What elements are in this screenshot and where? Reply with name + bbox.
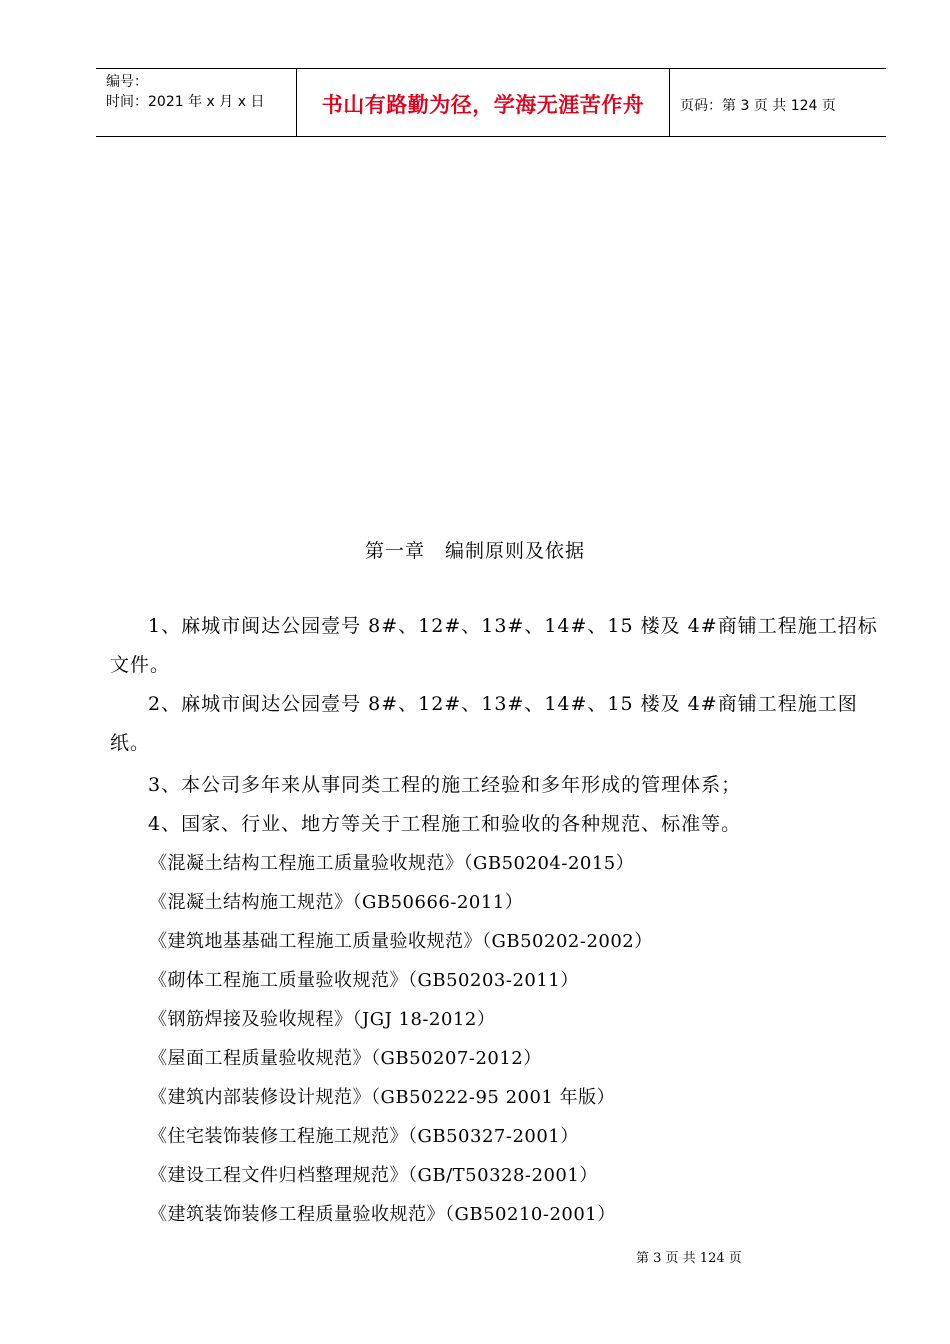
- chapter-title: 第一章 编制原则及依据: [364, 540, 585, 562]
- paragraph-1: 1、麻城市闽达公园壹号 8#、12#、13#、14#、15 楼及 4#商铺工程施工招标文件。: [110, 615, 878, 676]
- standard-item: 《建筑内部装修设计规范》（GB50222-95 2001 年版）: [149, 1087, 616, 1108]
- header-meta-cell: [96, 69, 296, 136]
- standard-item: 《混凝土结构施工规范》（GB50666-2011）: [149, 892, 524, 913]
- header-page-cell: [670, 69, 886, 136]
- standard-item: 《建设工程文件归档整理规范》（GB/T50328-2001）: [149, 1165, 598, 1186]
- standard-item: 《屋面工程质量验收规范》（GB50207-2012）: [149, 1048, 542, 1069]
- date-label: 时间：2021 年 x 月 x 日: [106, 94, 265, 110]
- standard-item: 《建筑装饰装修工程质量验收规范》（GB50210-2001）: [149, 1204, 616, 1225]
- page-footer: 第 3 页 共 124 页: [636, 1251, 742, 1266]
- motto-text: 书山有路勤为径，学海无涯苦作舟: [321, 93, 645, 117]
- standard-item: 《建筑地基基础工程施工质量验收规范》（GB50202-2002）: [149, 931, 653, 952]
- standard-item: 《砌体工程施工质量验收规范》（GB50203-2011）: [149, 970, 579, 991]
- standard-item: 《混凝土结构工程施工质量验收规范》（GB50204-2015）: [149, 853, 635, 874]
- paragraph-2: 2、麻城市闽达公园壹号 8#、12#、13#、14#、15 楼及 4#商铺工程施工图纸。: [110, 693, 858, 754]
- paragraph-3: 3、本公司多年来从事同类工程的施工经验和多年形成的管理体系；: [148, 774, 742, 796]
- paragraph-4: 4、国家、行业、地方等关于工程施工和验收的各种规范、标准等。: [148, 813, 742, 835]
- page-info: 页码：第 3 页 共 124 页: [680, 98, 836, 114]
- standard-item: 《住宅装饰装修工程施工规范》（GB50327-2001）: [149, 1126, 579, 1147]
- header-motto-cell: [296, 69, 670, 136]
- page-header: [96, 68, 886, 137]
- standard-item: 《钢筋焊接及验收规程》（JGJ 18-2012）: [149, 1009, 496, 1030]
- code-label: 编号：: [106, 74, 148, 90]
